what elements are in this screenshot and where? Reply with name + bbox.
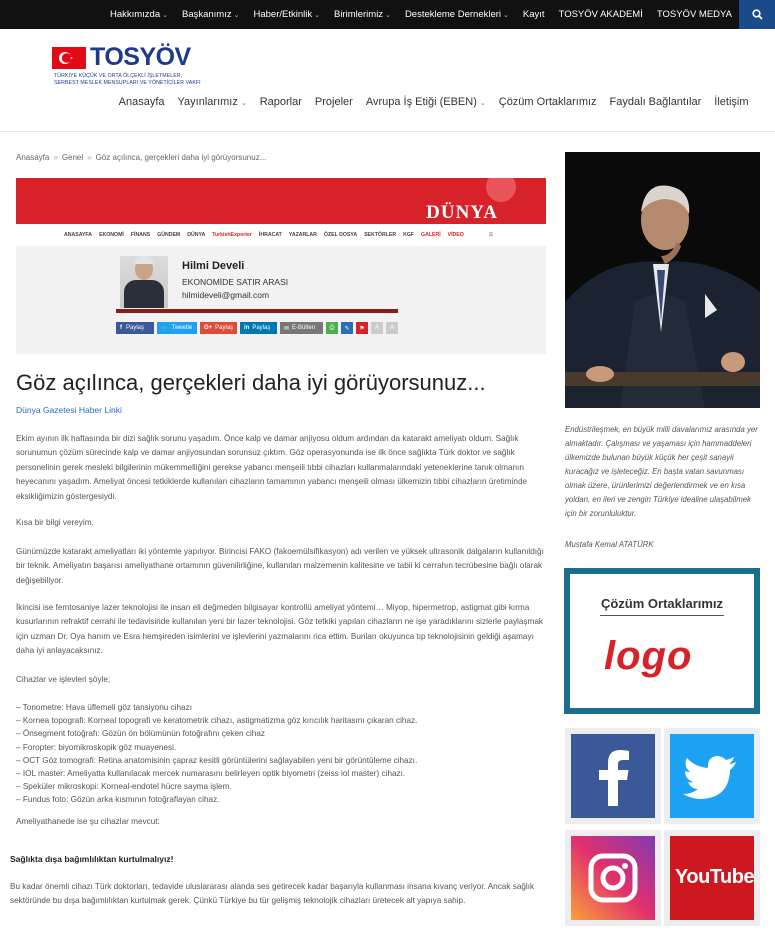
print-icon: ⎙ <box>326 322 338 334</box>
dunya-nav-item: EKONOMİ <box>99 232 124 238</box>
share-label: Paylaş <box>252 325 271 331</box>
nav-iletisim[interactable] <box>708 96 755 108</box>
quote-author: Mustafa Kemal ATATÜRK <box>565 540 654 549</box>
chevron-down-icon: ⌄ <box>162 11 168 19</box>
share-buttons <box>116 322 398 334</box>
topnav-label: TOSYÖV AKADEMİ <box>558 9 643 20</box>
chevron-down-icon: ⌄ <box>233 11 240 19</box>
dunya-brand: DÜNYA <box>426 202 498 223</box>
topnav-label: Kayıt <box>522 9 545 20</box>
nav-label: Projeler <box>314 96 353 108</box>
comment-icon: ✎ <box>341 322 353 334</box>
author-name: Hilmi Develi <box>182 260 245 272</box>
logo-partner-logo: logo <box>604 634 693 678</box>
youtube-wordmark: YouTube <box>675 866 755 888</box>
facebook-icon: f <box>120 325 122 331</box>
chevron-down-icon: ⌄ <box>385 11 391 19</box>
divider <box>116 309 398 313</box>
share-label: E-Bülten <box>292 325 316 331</box>
flag-icon: ⚑ <box>356 322 368 334</box>
share-label: Paylaş <box>126 325 145 331</box>
list-item: – Speküler mikroskopi: Korneal-endotel hücre sayma işlem. <box>16 782 232 792</box>
breadcrumb-category[interactable]: Genel <box>61 153 84 162</box>
dunya-nav-item: İHRACAT <box>258 232 282 238</box>
google-plus-icon: G+ <box>204 325 213 331</box>
dunya-nav-item: ANASAYFA <box>64 232 93 238</box>
nav-raporlar[interactable] <box>253 96 308 108</box>
topnav-label: Haber/Etkinlik <box>253 9 313 20</box>
font-decrease-icon: A <box>386 322 398 334</box>
topnav-destekleme-dernekleri[interactable] <box>398 0 516 29</box>
article-paragraph: Ameliyathanede ise şu cihazlar mevcut: <box>16 817 160 826</box>
chevron-down-icon: ⌄ <box>240 100 247 107</box>
youtube-icon <box>670 836 754 920</box>
nav-label: Yayınlarımız <box>177 96 238 108</box>
nav-yayinlarimiz[interactable] <box>171 96 253 108</box>
nav-anasayfa[interactable] <box>112 96 171 108</box>
dunya-nav-item: GÜNDEM <box>157 232 181 238</box>
dunya-header-banner <box>16 178 546 224</box>
nav-label: Avrupa İş Etiği (EBEN) <box>365 96 477 108</box>
breadcrumb-current: Göz açılınca, gerçekleri daha iyi görüyorsunuz... <box>95 153 267 162</box>
article-paragraph: Ekim ayının ilk haftasında bir dizi sağlık sorunu yaşadım. Önce kalp ve damar anjiyosu oldum ardından da katarakt ameliyatı oldum. Sağlık sorunumun çözüm sürecinde kalp ve damar anjiyosundan sorunsuz çıktım. Göz operasyonunda ise ilk önce sağlıkta Türk doktor ve sağlık personelinin gerek mesleki bilgilerinin mükemmelliğini gerekse yabancı menşeili tıbbi cihazları kullanmalarındaki yeteneklerine tanık olmanın heyecanını yaşadım. Ameliyat öncesi tetkiklerde kullanılan cihazların tamamının yabancı menşeili olması ülkemizin tıbbi cihazların üretiminde eksikliğimizin göstergesiydi. <box>16 434 528 501</box>
twitter-icon: 🐦 <box>161 325 169 332</box>
dunya-nav-item: ÖZEL DOSYA <box>323 232 358 238</box>
nav-projeler[interactable] <box>308 96 359 108</box>
facebook-link[interactable] <box>565 728 661 824</box>
device-list <box>16 701 417 807</box>
instagram-link[interactable] <box>565 830 661 926</box>
google-plus-share-button <box>200 322 237 334</box>
article-paragraph: İkincisi ise femtosaniye lazer teknolojisi ile insan eli değmeden bilgisayar kontrollü ameliyat yöntemi… Miyop, hipermetrop, astigmat gibi kırma kusurlarının refraktif cerrahi ile tedavisinde kullanılan yeni bir lazer teknolojisi. Göz tetkiki yapılan cihazların ne işe yaradıklarını sizlerle paylaşmak için uzman Dr. Oya hanım ve Esra hemşireden isimlerini ve işlevlerini yazmalarını rica ettim. Bunları okuyunca tıp teknolojisinin geldiği aşamayı daha iyi anlayacaksınız. <box>16 603 543 656</box>
globe-icon <box>486 178 516 202</box>
nav-label: Çözüm Ortaklarımız <box>498 96 597 108</box>
article-subheading: Sağlıkta dışa bağımlılıktan kurtulmalıyız! <box>10 854 174 864</box>
instagram-icon <box>571 836 655 920</box>
search-button[interactable] <box>739 0 775 29</box>
ataturk-portrait <box>565 152 760 408</box>
dunya-nav-item: YAZARLAR <box>288 232 317 238</box>
dunya-nav <box>16 224 546 246</box>
article-paragraph: Günümüzde katarakt ameliyatları iki yöntemle yapılıyor. Birincisi FAKO (fakoemülsifikasyon) adı verilen ve yüksek ultrasonik dalgaların kullanıldığı bir teknik. Ameliyatın başarısı ameliyathane ortamının güvenilirliğine, kullanılan malzemenin kalitesine ve tabii ki cerrahın tecrübesine bağlı olarak değişebiliyor. <box>16 547 544 585</box>
twitter-share-button <box>157 322 197 334</box>
share-label: Tweetle <box>171 325 193 331</box>
ataturk-quote: Endüstrileşmek, en büyük milli davalarımız arasında yer almaktadır. Çalışması ve yaşaması için hammaddeleri ülkemizde bulunan büyük küçük her çeşit sanayii kuracağız ve işleteceğiz. En başta vatan savunması olmak üzere, ürünlerimizi değerlendirmek ve en kısa yoldan, en ileri ve zengin Türkiye idealine ulaşabilmek için bir zorunluluktur. <box>565 425 758 518</box>
font-increase-icon: A <box>371 322 383 334</box>
email-share-button <box>280 322 323 334</box>
main-navigation <box>112 96 755 108</box>
chevron-down-icon: ⌄ <box>479 100 486 107</box>
youtube-link[interactable] <box>664 830 760 926</box>
topnav-akademi[interactable] <box>552 0 650 29</box>
topnav-haber-etkinlik[interactable] <box>247 0 327 29</box>
list-item: – OCT Göz tomografi: Retina anatomisinin çapraz kesitli görüntülerini sağlayabilen yeni bir görüntüleme cihazı. <box>16 755 418 765</box>
breadcrumb <box>16 153 266 162</box>
list-item: – Önsegment fotoğrafı: Gözün ön bölümünün fotoğrafını çeken cihaz <box>16 729 265 739</box>
topnav-label: Hakkımızda <box>109 9 161 20</box>
envelope-icon: ✉ <box>284 325 290 332</box>
linkedin-icon: in <box>244 325 250 331</box>
topnav-label: Başkanımız <box>181 9 232 20</box>
article-paragraph: Bu kadar önemli cihazı Türk doktorları, tedavide uluslararası alanda ses getirecek kadar başarıyla kullanması insana kıvanç veriyor. Ancak sağlık sektöründe bu dışa bağımlılıktan kurtulmak gerek. Çünkü Türkiye bu tür gelişmiş teknolojik cihazları üretecek alt yapıya sahip. <box>10 882 535 906</box>
chevron-down-icon: ⌄ <box>503 11 509 19</box>
topnav-kayit[interactable] <box>516 0 552 29</box>
partners-widget[interactable] <box>564 568 760 714</box>
share-label: Paylaş <box>215 325 234 331</box>
author-email: hilmideveli@gmail.com <box>182 290 270 300</box>
top-navigation-bar <box>0 0 775 29</box>
dunya-nav-item: TurkishExporter <box>212 232 252 238</box>
nav-label: Faydalı Bağlantılar <box>609 96 702 108</box>
list-item: – Fundus foto: Gözün arka kısmının fotoğraflayan cihaz. <box>16 795 220 805</box>
topnav-birimlerimiz[interactable] <box>327 0 398 29</box>
article-title: Göz açılınca, gerçekleri daha iyi görüyorsunuz... <box>16 370 486 395</box>
list-item: – Tonometre: Hava üflemeli göz tansiyonu cihazı <box>16 703 192 712</box>
topnav-medya[interactable] <box>650 0 739 29</box>
site-logo[interactable] <box>52 43 201 87</box>
twitter-icon <box>670 734 754 818</box>
nav-faydali-baglantilar[interactable] <box>603 96 708 108</box>
hamburger-icon: ☰ <box>488 232 494 238</box>
breadcrumb-separator-icon: » <box>87 153 92 162</box>
facebook-share-button <box>116 322 154 334</box>
topnav-hakkimizda[interactable] <box>103 0 175 29</box>
nav-label: İletişim <box>714 96 749 108</box>
site-header <box>0 29 775 132</box>
article-featured-image <box>16 178 546 354</box>
partners-title: Çözüm Ortaklarımız <box>600 596 724 611</box>
list-item: – IOL master: Ameliyatta kullanılacak mercek numarasını belirleyen optik biyometri (zeiss iol master) cihazı. <box>16 769 406 779</box>
dunya-nav-item: VİDEO <box>447 232 464 238</box>
chevron-down-icon: ⌄ <box>314 11 320 19</box>
topnav-label: TOSYÖV MEDYA <box>656 9 732 20</box>
nav-avrupa-is-etigi[interactable] <box>359 96 492 108</box>
dunya-nav-item: DÜNYA <box>187 232 206 238</box>
breadcrumb-separator-icon: » <box>53 153 58 162</box>
turkish-flag-icon <box>52 47 86 69</box>
list-item: – Foropter: biyomikroskopik göz muayenesi. <box>16 742 177 752</box>
dunya-nav-item: SEKTÖRLER <box>364 232 397 238</box>
nav-cozum-ortaklarimiz[interactable] <box>492 96 603 108</box>
divider <box>600 615 724 616</box>
article-paragraph: Kısa bir bilgi vereyim. <box>16 518 94 527</box>
topnav-label: Destekleme Dernekleri <box>404 9 502 20</box>
nav-label: Anasayfa <box>118 96 165 108</box>
author-column-title: EKONOMİDE SATIR ARASI <box>182 277 289 287</box>
list-item: – Kornea topografi: Korneal topografi ve keratometrik cihazı, astigmatizma göz kırıcılık haritasını çıkaran cihaz. <box>16 716 418 726</box>
logo-subtitle-line2: SERBEST MESLEK MENSUPLARI VE YÖNETİCİLER VAKFI <box>54 80 201 86</box>
topnav-label: Birimlerimiz <box>333 9 384 20</box>
author-photo <box>120 256 168 308</box>
breadcrumb-home[interactable]: Anasayfa <box>16 153 50 162</box>
nav-label: Raporlar <box>259 96 302 108</box>
linkedin-share-button <box>240 322 277 334</box>
dunya-nav-item: KGF <box>403 232 415 238</box>
logo-subtitle-line1: TÜRKİYE KÜÇÜK VE ORTA ÖLÇEKLİ İŞLETMELER, <box>54 73 183 79</box>
twitter-link[interactable] <box>664 728 760 824</box>
dunya-nav-item: FİNANS <box>130 232 151 238</box>
topnav-baskanimiz[interactable] <box>175 0 247 29</box>
search-icon <box>752 9 763 20</box>
facebook-icon <box>571 734 655 818</box>
article-paragraph: Cihazlar ve işlevleri şöyle; <box>16 675 111 684</box>
logo-brand: TOSYÖV <box>90 43 191 71</box>
dunya-nav-item: GALERİ <box>421 232 441 238</box>
source-link[interactable]: Dünya Gazetesi Haber Linki <box>16 405 122 415</box>
